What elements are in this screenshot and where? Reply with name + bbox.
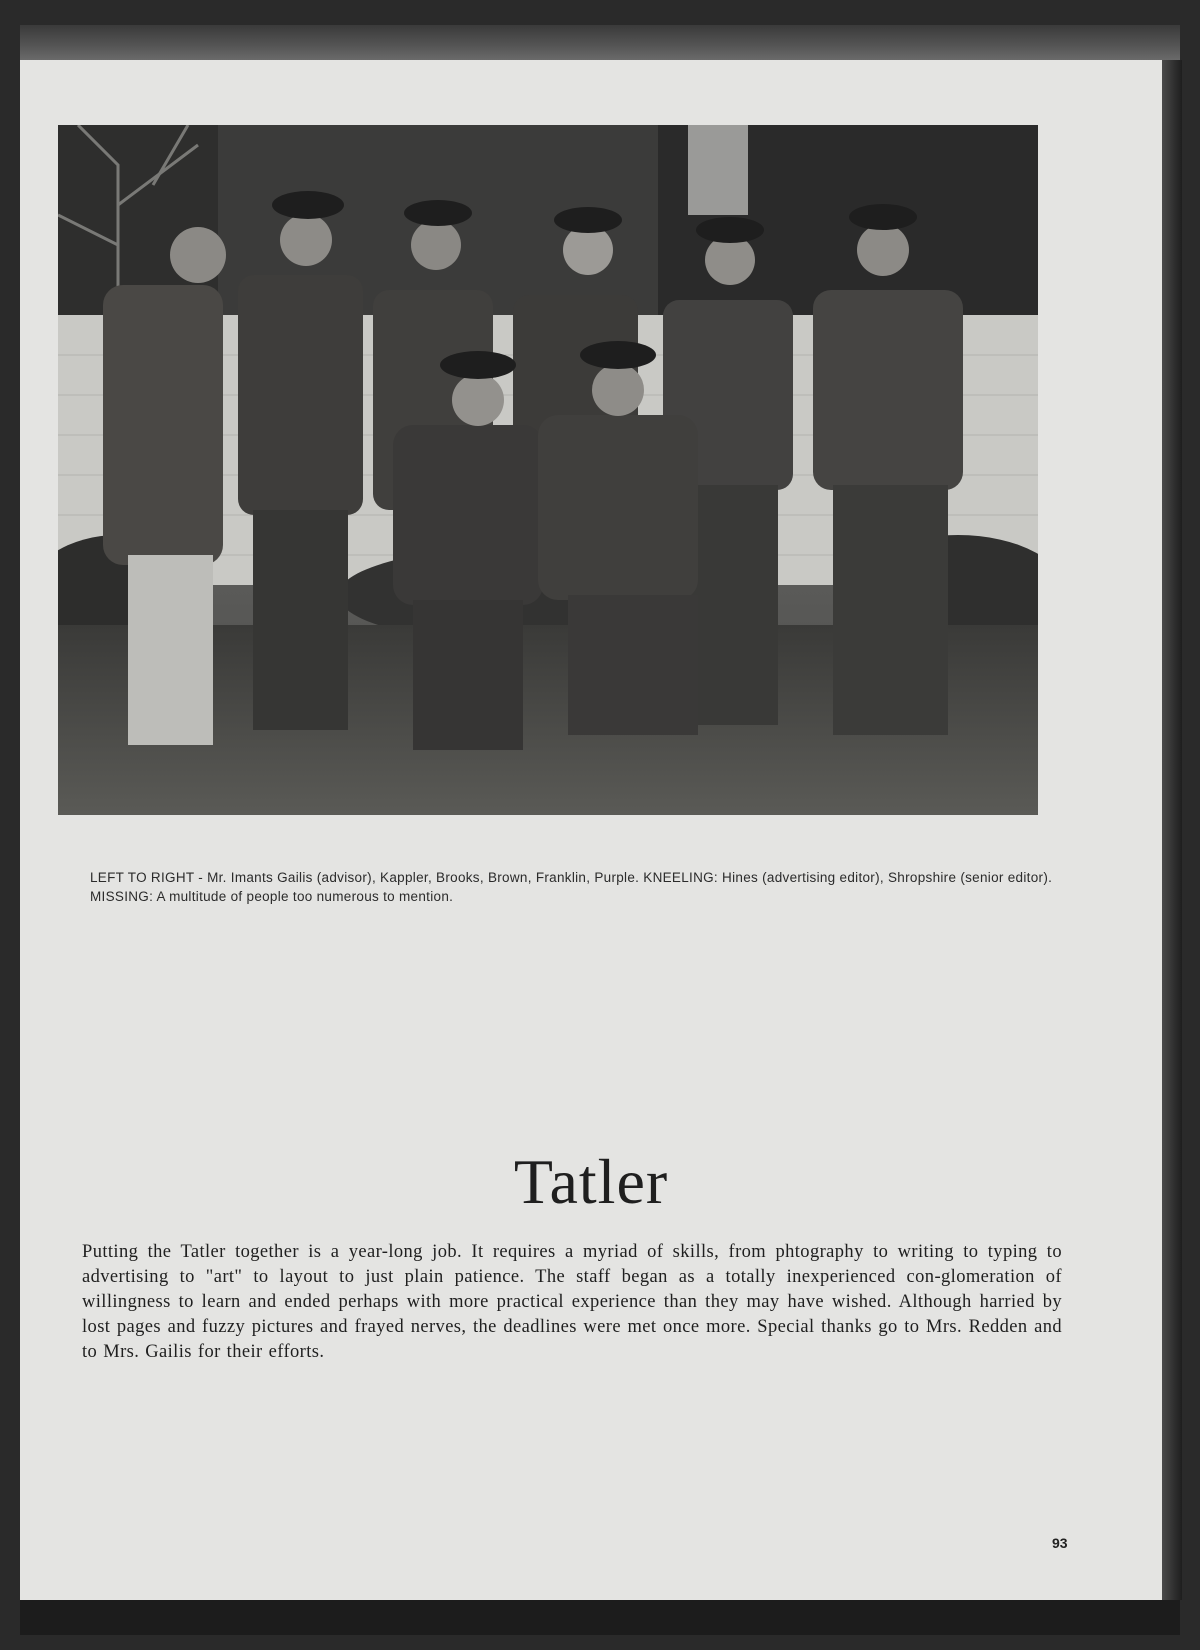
scan-edge-right	[1162, 60, 1182, 1600]
page-number: 93	[1052, 1535, 1068, 1551]
group-photo	[58, 125, 1038, 815]
scan-edge-top	[20, 25, 1180, 60]
article-title: Tatler	[513, 1146, 669, 1217]
article-body: Putting the Tatler together is a year-long job. It requires a myriad of skills, from phtography to writing to typing to advertising to "art" to layout to just plain patience. The staff began as a totally inexperienced con-glomeration of willingness to learn and ended perhaps with more practical experience than they may have wished. Although harried by lost pages and fuzzy pictures and frayed nerves, the deadlines were met once more. Special thanks go to Mrs. Redden and to Mrs. Gailis for their efforts.	[82, 1242, 1062, 1362]
group-photo-illustration	[58, 125, 1038, 815]
scan-edge-bottom	[20, 1600, 1180, 1635]
photo-caption: LEFT TO RIGHT - Mr. Imants Gailis (advisor), Kappler, Brooks, Brown, Franklin, Purple. KNEELING: Hines (advertising editor), Shropshire (senior editor). MISSING: A multitude of people too numerous to mention.	[90, 870, 1053, 904]
yearbook-page	[20, 60, 1162, 1600]
